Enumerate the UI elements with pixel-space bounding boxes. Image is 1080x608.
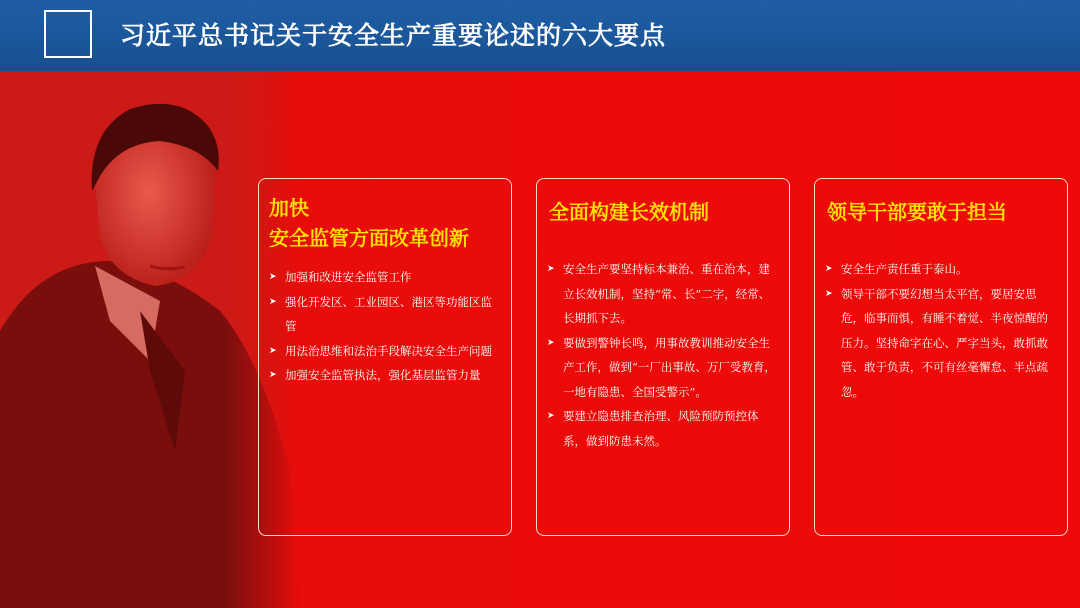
list-item: [547, 404, 779, 453]
card-supervision-reform: [258, 178, 512, 536]
bullet-list: [547, 257, 779, 453]
list-item: [547, 331, 779, 405]
bullet-list: [825, 257, 1057, 404]
bullet-text: 要建立隐患排查治理、风险预防预控体系，做到防患未然。: [563, 409, 759, 448]
card-leaders-responsibility: [814, 178, 1068, 536]
card-title: [269, 193, 501, 253]
right-triangle-arrow-icon: ➤: [547, 337, 555, 348]
bullet-text: 安全生产责任重于泰山。: [841, 262, 968, 276]
list-item: [269, 265, 501, 290]
right-triangle-arrow-icon: ➤: [825, 288, 833, 299]
header-bar: [0, 0, 1080, 71]
right-triangle-arrow-icon: ➤: [825, 264, 833, 274]
header-square-icon: [44, 10, 92, 58]
right-triangle-arrow-icon: ➤: [269, 296, 277, 307]
card-title: 领导干部要敢于担当: [827, 200, 1007, 224]
bullet-text: 领导干部不要幻想当太平官，要居安思危，临事而惧，有睡不着觉、半夜惊醒的压力。坚持命字在心、严字当头，敢抓敢管、敢于负责，不可有丝毫懈怠、半点疏忽。: [841, 286, 1048, 399]
bullet-text: 加强安全监管执法，强化基层监管力量: [285, 368, 481, 382]
list-item: [825, 257, 1057, 282]
portrait-photo: [0, 71, 300, 608]
right-triangle-arrow-icon: ➤: [269, 370, 277, 380]
right-triangle-arrow-icon: ➤: [269, 272, 277, 282]
bullet-text: 要做到警钟长鸣，用事故教训推动安全生产工作，做到“一厂出事故、万厂受教育，一地有隐患、全国受警示”。: [563, 335, 776, 399]
main-stage: [0, 71, 1080, 608]
bullet-list: [269, 265, 501, 388]
card-title: 全面构建长效机制: [549, 200, 709, 224]
list-item: [269, 290, 501, 339]
list-item: [269, 363, 501, 388]
right-triangle-arrow-icon: ➤: [269, 345, 277, 356]
list-item: [825, 282, 1057, 405]
bullet-text: 强化开发区、工业园区、港区等功能区监管: [285, 294, 492, 333]
card-title-line: 安全监管方面改革创新: [269, 226, 469, 250]
list-item: [547, 257, 779, 331]
right-triangle-arrow-icon: ➤: [547, 264, 555, 274]
page-title: 习近平总书记关于安全生产重要论述的六大要点: [120, 21, 667, 50]
card-long-term-mechanism: [536, 178, 790, 536]
card-title-line: 加快: [269, 196, 309, 220]
list-item: [269, 339, 501, 364]
right-triangle-arrow-icon: ➤: [547, 411, 555, 421]
bullet-text: 加强和改进安全监管工作: [285, 270, 412, 284]
bullet-text: 安全生产要坚持标本兼治、重在治本，建立长效机制，坚持“常、长”二字，经常、长期抓下去。: [563, 262, 771, 325]
bullet-text: 用法治思维和法治手段解决安全生产问题: [285, 343, 492, 358]
